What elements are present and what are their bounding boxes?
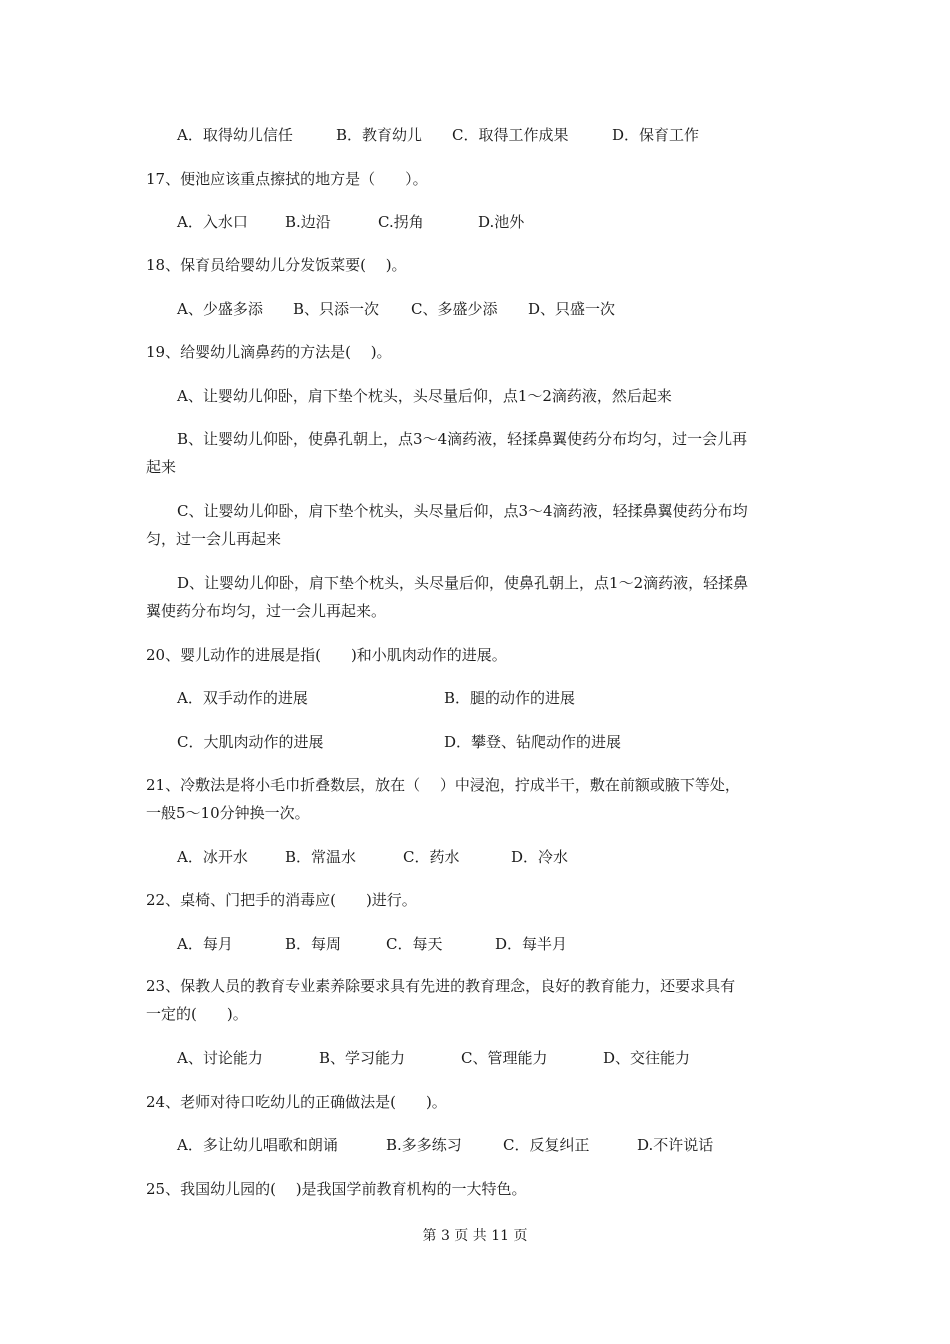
q23-option-d: D、交往能力	[603, 1049, 691, 1067]
q21-option-c: C．药水	[403, 848, 460, 866]
q16-option-d: D．保育工作	[612, 126, 700, 144]
q19-option-d-line1: D、让婴幼儿仰卧，肩下垫个枕头，头尽量后仰，使鼻孔朝上，点1～2滴药液，轻揉鼻	[177, 574, 749, 592]
q23-option-c: C、管理能力	[461, 1049, 548, 1067]
q21-option-a: A．冰开水	[177, 848, 248, 866]
q18-stem: 18、保育员给婴幼儿分发饭菜要( )。	[146, 256, 407, 274]
q17-option-b: B.边沿	[285, 213, 331, 231]
q20-option-a: A．双手动作的进展	[177, 689, 308, 707]
q21-stem-line1: 21、冷敷法是将小毛巾折叠数层，放在（ ）中浸泡，拧成半干，敷在前额或腋下等处，	[146, 776, 740, 794]
q20-stem: 20、婴儿动作的进展是指( )和小肌肉动作的进展。	[146, 646, 507, 664]
q17-option-d: D.池外	[478, 213, 525, 231]
q23-option-a: A、讨论能力	[177, 1049, 263, 1067]
q17-option-a: A．入水口	[177, 213, 248, 231]
page-footer: 第 3 页 共 11 页	[422, 1228, 528, 1244]
q19-option-d-line2: 翼使药分布均匀，过一会儿再起来。	[146, 602, 387, 620]
q19-option-a: A、让婴幼儿仰卧，肩下垫个枕头，头尽量后仰，点1～2滴药液，然后起来	[177, 387, 672, 405]
q17-option-c: C.拐角	[378, 213, 424, 231]
q21-option-b: B．常温水	[285, 848, 357, 866]
q22-option-c: C．每天	[386, 935, 443, 953]
q21-option-d: D．冷水	[511, 848, 569, 866]
q19-option-b-line1: B、让婴幼儿仰卧，使鼻孔朝上，点3～4滴药液，轻揉鼻翼使药分布均匀，过一会儿再	[177, 430, 748, 448]
q18-option-d: D、只盛一次	[528, 300, 616, 318]
q16-option-c: C．取得工作成果	[452, 126, 569, 144]
q19-option-c-line2: 匀，过一会儿再起来	[146, 530, 282, 548]
q24-option-c: C．反复纠正	[503, 1136, 590, 1154]
q20-option-c: C．大肌肉动作的进展	[177, 733, 324, 751]
q19-option-d	[146, 569, 810, 625]
q18-option-a: A、少盛多添	[177, 300, 263, 318]
q19-option-c-line1: C、让婴幼儿仰卧，肩下垫个枕头，头尽量后仰，点3～4滴药液，轻揉鼻翼使药分布均	[177, 502, 748, 520]
q19-option-b-line2: 起来	[146, 458, 177, 476]
q24-option-b: B.多多练习	[386, 1136, 462, 1154]
q25-stem: 25、我国幼儿园的( )是我国学前教育机构的一大特色。	[146, 1180, 527, 1198]
q22-option-d: D．每半月	[495, 935, 568, 953]
q16-option-b: B．教育幼儿	[336, 126, 423, 144]
q19-stem: 19、给婴幼儿滴鼻药的方法是( )。	[146, 343, 392, 361]
q23-stem-line1: 23、保教人员的教育专业素养除要求具有先进的教育理念，良好的教育能力，还要求具有	[146, 977, 736, 995]
q16-option-a: A．取得幼儿信任	[177, 126, 293, 144]
q21-stem	[146, 771, 810, 827]
q18-option-b: B、只添一次	[293, 300, 380, 318]
q24-option-a: A．多让幼儿唱歌和朗诵	[177, 1136, 338, 1154]
q23-stem	[146, 972, 810, 1028]
q23-option-b: B、学习能力	[319, 1049, 406, 1067]
q17-stem: 17、便池应该重点擦拭的地方是（ ）。	[146, 170, 428, 188]
q22-option-b: B．每周	[285, 935, 342, 953]
q22-stem: 22、桌椅、门把手的消毒应( )进行。	[146, 891, 417, 909]
q21-stem-line2: 一般5～10分钟换一次。	[146, 804, 310, 822]
q23-stem-line2: 一定的( )。	[146, 1005, 248, 1023]
q18-option-c: C、多盛少添	[411, 300, 498, 318]
q19-option-c	[146, 497, 810, 553]
q24-stem: 24、老师对待口吃幼儿的正确做法是( )。	[146, 1093, 447, 1111]
q20-option-b: B．腿的动作的进展	[444, 689, 576, 707]
q20-option-d: D．攀登、钻爬动作的进展	[444, 733, 622, 751]
q22-option-a: A．每月	[177, 935, 233, 953]
q24-option-d: D.不许说话	[637, 1136, 714, 1154]
q19-option-b	[146, 425, 810, 481]
